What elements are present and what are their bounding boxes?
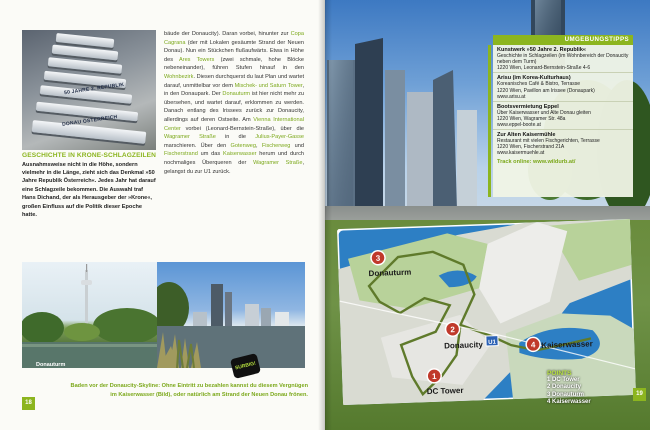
points-item: 4 Kaiserwasser xyxy=(547,398,591,405)
tip-line: Über Kaiserwasser und Alte Donau gleiten xyxy=(497,109,591,116)
map-marker: 4 xyxy=(530,340,536,350)
bench-inscription: DONAU ÖSTERREICH xyxy=(61,114,118,128)
route-text: . Diesen durchquerst du laut Plan und wartet darauf, unmittelbar vor dem xyxy=(164,73,304,89)
tip-item xyxy=(493,45,633,73)
place-name: Wagramer Straße xyxy=(253,159,303,166)
tip-line: 1220 Wien, Wagramer Str. 48a xyxy=(497,115,566,122)
tip-title: Arisu (im Korea-Kulturhaus) xyxy=(497,75,571,82)
route-text: (zwei schmale, hohe Blöcke nebeneinander), führen Stufen hinauf in den xyxy=(164,56,305,72)
tip-item xyxy=(493,73,633,101)
map-marker: 1 xyxy=(431,371,437,381)
photo-caption: Baden vor der Donaucity-Skyline: Ohne Eintritt zu bezahlen kannst du diesem Vergnügen im Kaiserwasser (Bild), oder natürlich am Strand der Neuen Donau frönen. xyxy=(70,383,308,398)
place-name: Wohnbezirk xyxy=(164,73,194,80)
route-text: ist hier nicht mehr zu übersehen, und wartet darauf, erklommen zu werden. Danach entlang des Irissees zurück zur Donaucity, allerdings auf deren Ostseite. Am xyxy=(164,91,304,123)
map-label: Kaiserwasser xyxy=(541,339,593,351)
route-text: bäude der Donaucity). Daran vorbei, hinunter zur xyxy=(164,31,291,37)
points-item: 3 Donauturm xyxy=(547,391,585,398)
donauturm-illustration xyxy=(22,262,157,368)
book-gutter xyxy=(318,0,332,430)
place-name: Kaiserwasser xyxy=(222,151,257,158)
tip-line: 1220 Wien, Fischerstrand 21A xyxy=(497,144,565,151)
tip-line: www.eppel-boote.at xyxy=(497,122,541,129)
tip-line: Geschichte in Schlagzeilen (im Wohnbereich der Donaucity neben dem Turm) xyxy=(497,53,629,66)
section-body: Ausnahmsweise nicht in die Höhe, sondern vielmehr in die Länge, zieht sich das Denkmal »50 Jahre Republik Österreich«. Jedes Jahr hat darauf eine Schlagzeile bekommen. Die Auswahl traf Hans Dichand, der als Herausgeber der »Krone«, großen Einfluss auf die Politik dieser Epoche hatte. xyxy=(22,161,156,218)
place-name: Vienna International Center xyxy=(164,116,304,132)
place-name: Fischerweg xyxy=(261,142,291,149)
tip-line: www.arisu.at xyxy=(497,93,526,100)
route-text: , xyxy=(256,142,262,149)
route-text: in die xyxy=(215,134,256,141)
tip-line: 1220 Wien, Pavillon am Irissee (Donaupark) xyxy=(497,87,595,94)
place-name: Fischerstrand xyxy=(164,151,198,158)
skyline-illustration xyxy=(157,262,305,368)
track-link[interactable]: Track online: www.wildurb.at/ xyxy=(497,158,576,165)
left-column xyxy=(22,152,156,219)
points-header: POINTS xyxy=(547,370,572,377)
tip-line: www.kaisermuehle.at xyxy=(497,150,545,157)
kaiserwasser-photo xyxy=(157,262,305,368)
bench-monument-photo xyxy=(22,30,156,150)
route-text: um das xyxy=(197,151,223,158)
tip-title: Zur Alten Kaisermühle xyxy=(497,132,556,139)
photo-label: Donauturm xyxy=(36,362,66,368)
route-map xyxy=(337,219,636,405)
route-text: (der mit Lokalen gesäumte Strand der Neuen Donau). Nun ein Stückchen flußaufwärts. Etwa in Höhe des xyxy=(164,39,304,63)
place-name: Julius-Payer-Gasse xyxy=(255,134,304,141)
route-description xyxy=(164,30,304,176)
route-text: herum und durch nochmaliges Überqueren der xyxy=(164,151,305,166)
place-name: Gotenweg xyxy=(230,142,257,149)
page-number: 19 xyxy=(633,388,646,401)
route-text: und xyxy=(290,142,304,149)
map-marker: 3 xyxy=(375,253,381,263)
right-page xyxy=(325,0,650,430)
tip-line: Koreanisches Café & Bistro, Terrasse xyxy=(497,81,581,88)
tips-list xyxy=(493,45,633,158)
tip-line: Restaurant mit vielen Fischgerichten, Terrasse xyxy=(497,138,600,145)
map-label: DC Tower xyxy=(426,385,464,397)
section-title: GESCHICHTE IN KRONE-SCHLAGZEILEN xyxy=(22,152,156,159)
surbig-badge: SURBIG! xyxy=(230,353,261,379)
tip-title: Bootsvermietung Eppel xyxy=(497,103,559,110)
subway-label: U1 xyxy=(488,339,497,346)
tip-line: 1220 Wien, Leonard-Bernstein-Straße 4-6 xyxy=(497,65,591,72)
place-name: Wagramer Straße xyxy=(164,134,216,141)
page-number: 18 xyxy=(22,397,35,410)
map-svg xyxy=(337,219,636,405)
route-text: , gelangst du zur U1 zurück. xyxy=(164,159,304,175)
donauturm-photo xyxy=(22,262,157,368)
tips-header: UMGEBUNGSTIPPS xyxy=(493,35,633,45)
place-name: Copa Cagrana xyxy=(164,31,304,46)
points-item: 2 Donaucity xyxy=(547,384,582,391)
map-label: Donauturm xyxy=(368,267,412,279)
map-label: Donaucity xyxy=(444,340,483,351)
points-legend xyxy=(547,370,591,406)
points-item: 1 DC Tower xyxy=(547,377,580,384)
route-text: vorbei (Leonard-Bernstein-Straße), über die xyxy=(180,125,304,132)
route-text: marschieren. Über den xyxy=(164,142,231,149)
tip-item xyxy=(493,130,633,157)
bench-inscription: 50 JAHRE 2. REPUBLIK xyxy=(63,81,125,97)
tips-accent-bar xyxy=(488,45,491,197)
route-text: , in den Donaupark. Der xyxy=(164,82,304,98)
place-name: Donauturm xyxy=(222,91,251,98)
tip-item xyxy=(493,102,633,130)
tip-title: Kunstwerk »50 Jahre 2. Republik« xyxy=(497,47,586,53)
place-name: Ares Towers xyxy=(178,56,215,63)
tips-box xyxy=(493,36,633,197)
place-name: Mischek- und Saturn Tower xyxy=(234,82,303,89)
map-marker: 2 xyxy=(450,325,455,335)
